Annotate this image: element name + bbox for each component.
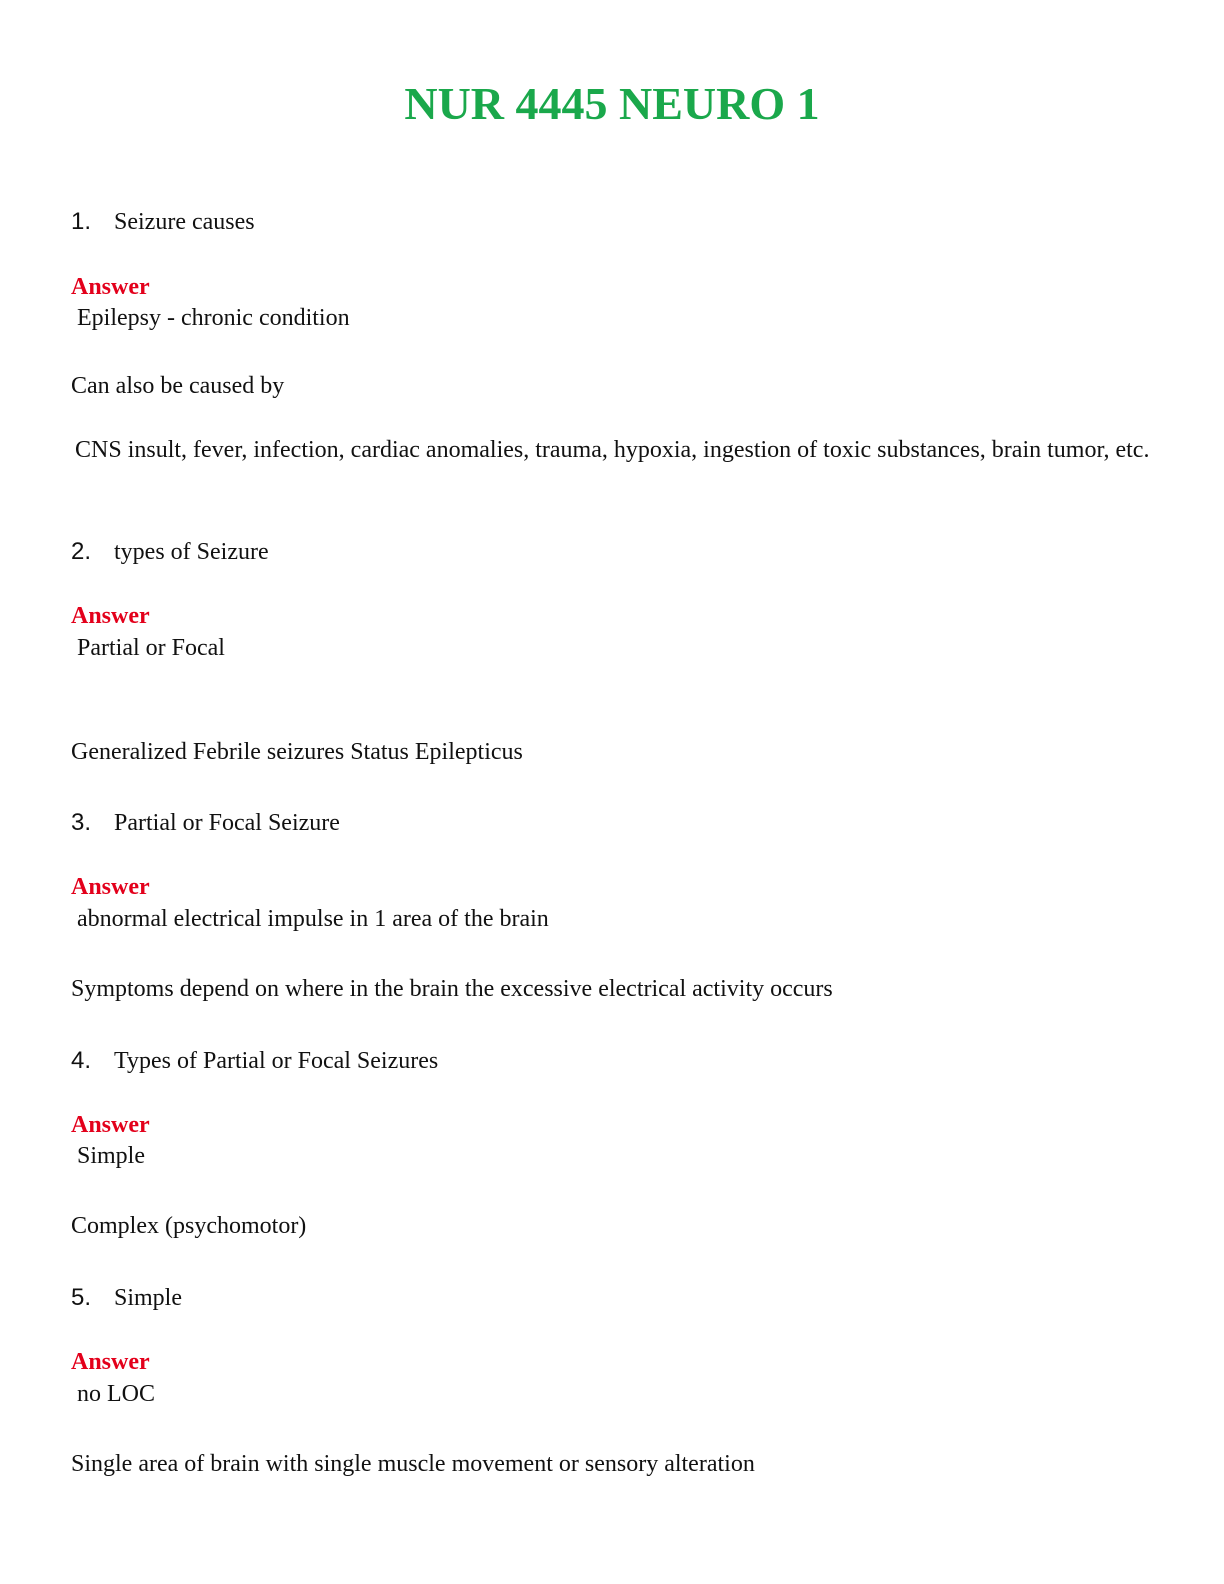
answer-line: CNS insult, fever, infection, cardiac anomalies, trauma, hypoxia, ingestion of toxic substances, brain tumor, etc.	[75, 437, 1150, 463]
question-number: 2.	[71, 538, 92, 565]
page-title: NUR 4445 NEURO 1	[404, 78, 820, 129]
answer-line: Can also be caused by	[71, 373, 285, 399]
answer-label: Answer	[71, 603, 150, 629]
answer-label: Answer	[71, 1112, 150, 1138]
question-5	[71, 1283, 182, 1313]
answer-line: Complex (psychomotor)	[71, 1213, 307, 1239]
question-number: 1.	[71, 208, 92, 235]
answer-line: Single area of brain with single muscle movement or sensory alteration	[71, 1451, 755, 1477]
answer-line: Generalized Febrile seizures Status Epilepticus	[71, 739, 523, 765]
answer-line: Simple	[77, 1143, 146, 1169]
answer-label: Answer	[71, 874, 150, 900]
answer-line: Partial or Focal	[77, 635, 225, 661]
question-3	[71, 808, 340, 838]
question-number: 4.	[71, 1047, 92, 1074]
answer-line: abnormal electrical impulse in 1 area of the brain	[77, 906, 549, 932]
question-text: types of Seizure	[114, 539, 269, 565]
answer-line: no LOC	[77, 1381, 155, 1407]
question-number: 3.	[71, 809, 92, 836]
question-text: Seizure causes	[114, 209, 255, 235]
question-number: 5.	[71, 1284, 92, 1311]
question-text: Simple	[114, 1285, 183, 1311]
question-text: Types of Partial or Focal Seizures	[114, 1048, 439, 1074]
answer-label: Answer	[71, 1349, 150, 1375]
answer-line: Epilepsy - chronic condition	[77, 305, 350, 331]
question-2	[71, 537, 269, 567]
question-1	[71, 207, 255, 237]
question-text: Partial or Focal Seizure	[114, 810, 340, 836]
answer-line: Symptoms depend on where in the brain the excessive electrical activity occurs	[71, 976, 833, 1002]
question-4	[71, 1046, 438, 1076]
answer-label: Answer	[71, 274, 150, 300]
